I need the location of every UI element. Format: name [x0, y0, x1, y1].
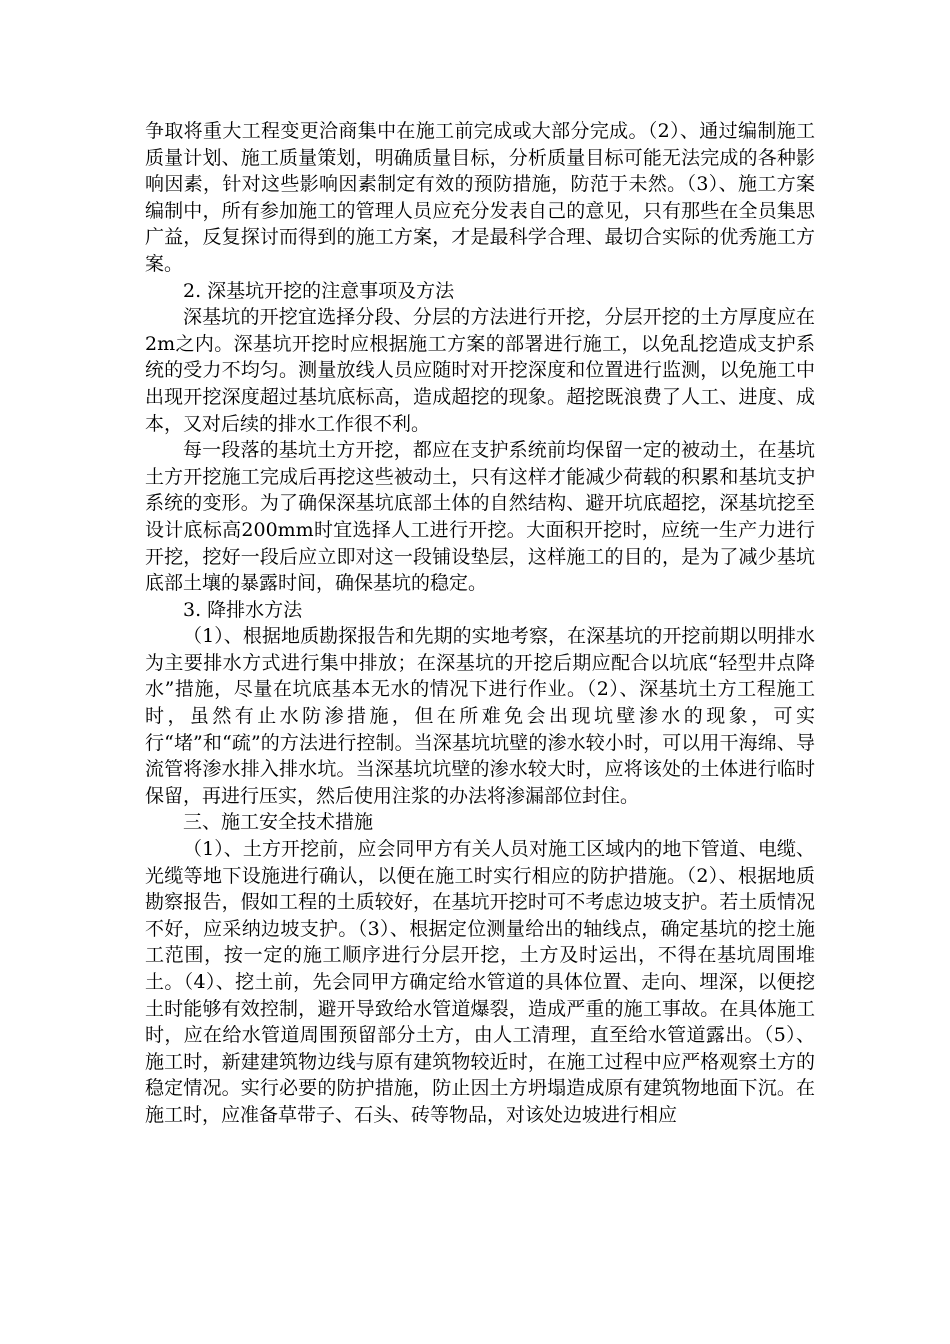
document-body: [145, 118, 815, 1129]
paragraph-excavation-method: 深基坑的开挖宜选择分段、分层的方法进行开挖，分层开挖的土方厚度应在2m之内。深基坑开挖时应根据施工方案的部署进行施工，以免乱挖造成支护系统的受力不均匀。测量放线人员应随时对开挖深度和位置进行监测，以免施工中出现开挖深度超过基坑底标高，造成超挖的现象。超挖既浪费了人工、进度、成本，又对后续的排水工作很不利。: [145, 306, 815, 435]
paragraph-quality-planning: 争取将重大工程变更洽商集中在施工前完成或大部分完成。（2）、通过编制施工质量计划、施工质量策划，明确质量目标，分析质量目标可能无法完成的各种影响因素，针对这些影响因素制定有效的预防措施，防范于未然。（3）、施工方案编制中，所有参加施工的管理人员应充分发表自己的意见，只有那些在全员集思广益，反复探讨而得到的施工方案，才是最科学合理、最切合实际的优秀施工方案。: [145, 120, 815, 275]
paragraph-passive-soil: 每一段落的基坑土方开挖，都应在支护系统前均保留一定的被动土，在基坑土方开挖施工完成后再挖这些被动土，只有这样才能减少荷载的积累和基坑支护系统的变形。为了确保深基坑底部土体的自然结构、避开坑底超挖，深基坑挖至设计底标高200mm时宜选择人工进行开挖。大面积开挖时，应统一生产力进行开挖，挖好一段后应立即对这一段铺设垫层，这样施工的目的，是为了减少基坑底部土壤的暴露时间，确保基坑的稳定。: [145, 439, 815, 595]
paragraph-dewatering: （1）、根据地质勘探报告和先期的实地考察，在深基坑的开挖前期以明排水为主要排水方式进行集中排放；在深基坑的开挖后期应配合以坑底“轻型井点降水”措施，尽量在坑底基本无水的情况下进行作业。（2）、深基坑土方工程施工时，虽然有止水防渗措施，但在所难免会出现坑壁渗水的现象，可实行“堵”和“疏”的方法进行控制。当深基坑坑壁的渗水较小时，可以用干海绵、导流管将渗水排入排水坑。当深基坑坑壁的渗水较大时，应将该处的土体进行临时保留，再进行压实，然后使用注浆的办法将渗漏部位封住。: [145, 625, 815, 807]
section-heading-dewatering: 3. 降排水方法: [183, 598, 303, 621]
section-heading-excavation: 2. 深基坑开挖的注意事项及方法: [183, 279, 455, 302]
section-heading-safety: 三、施工安全技术措施: [183, 811, 374, 834]
paragraph-safety-measures: （1）、土方开挖前，应会同甲方有关人员对施工区域内的地下管道、电缆、光缆等地下设施进行确认，以便在施工时实行相应的防护措施。（2）、根据地质勘察报告，假如工程的土质较好，在基坑开挖时可不考虑边坡支护。若土质情况不好，应采纳边坡支护。（3）、根据定位测量给出的轴线点，确定基坑的挖土施工范围，按一定的施工顺序进行分层开挖，土方及时运出，不得在基坑周围堆土。（4）、挖土前，先会同甲方确定给水管道的具体位置、走向、埋深，以便挖土时能够有效控制，避开导致给水管道爆裂，造成严重的施工事故。在具体施工时，应在给水管道周围预留部分土方，由人工清理，直至给水管道露出。（5）、施工时，新建建筑物边线与原有建筑物较近时，在施工过程中应严格观察土方的稳定情况。实行必要的防护措施，防止因土方坍塌造成原有建筑物地面下沉。在施工时，应准备草带子、石头、砖等物品，对该处边坡进行相应: [145, 838, 815, 1126]
